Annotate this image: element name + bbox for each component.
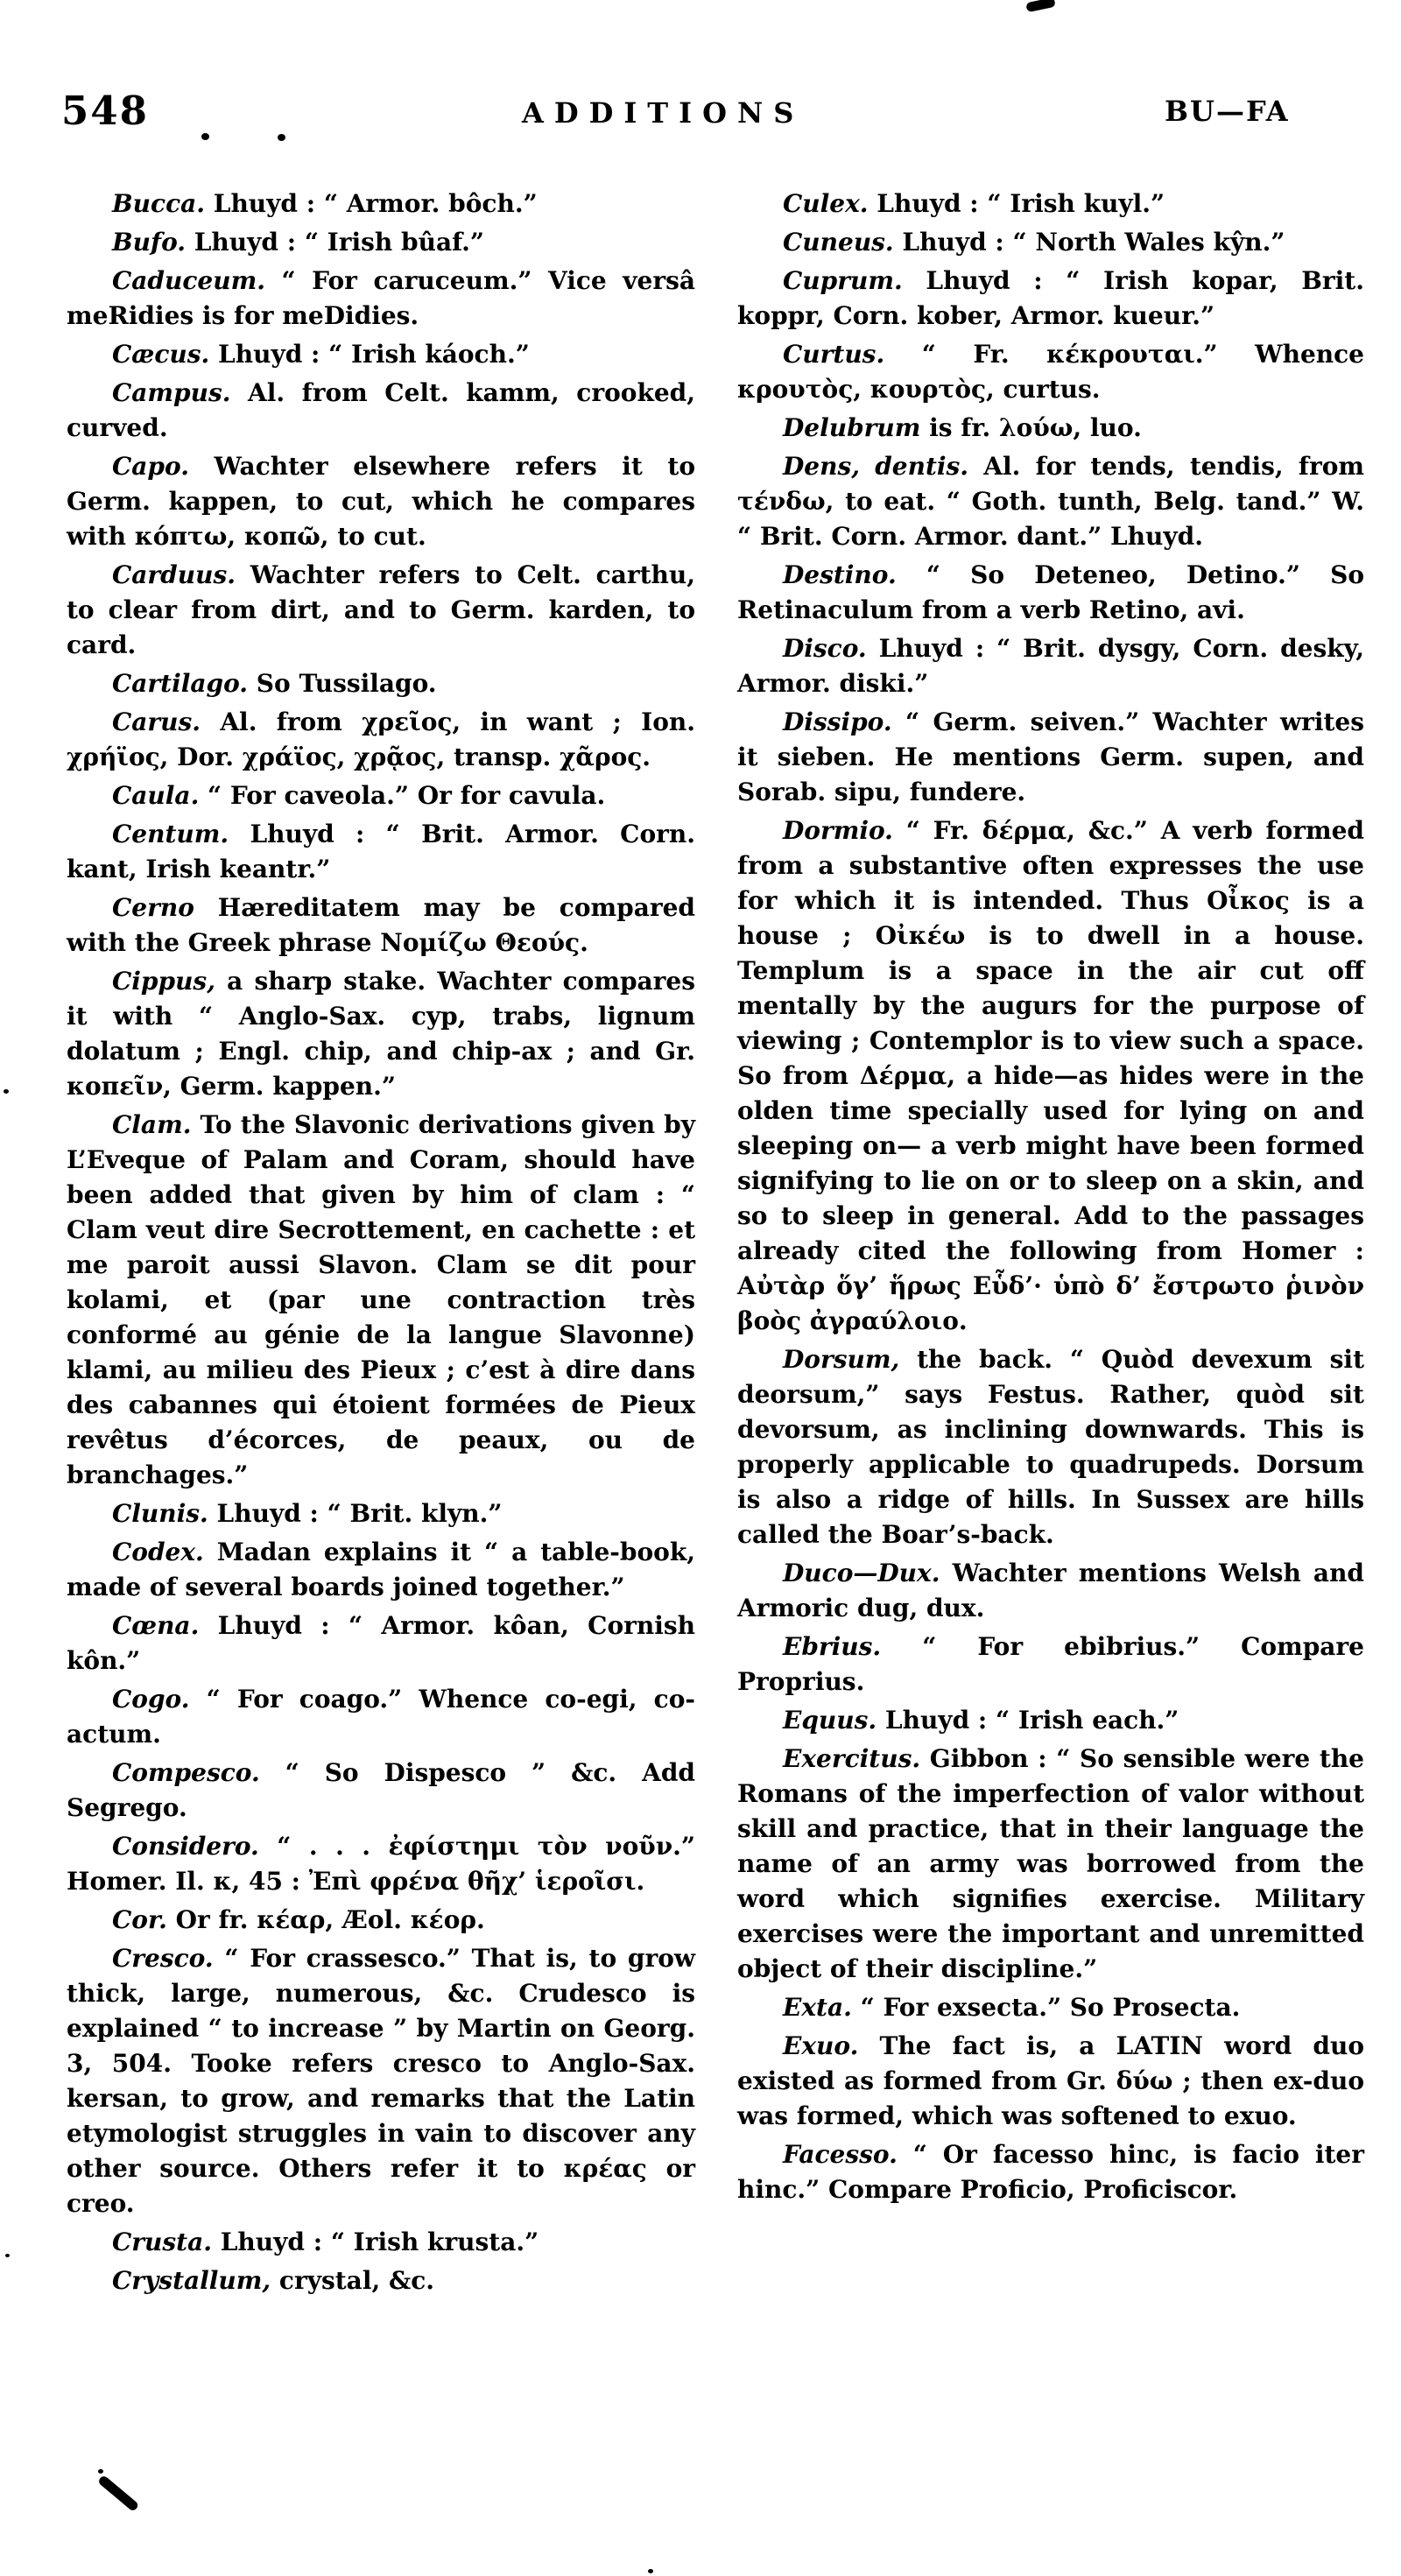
dictionary-entry: [737, 411, 1364, 446]
entry-text: Wachter elsewhere refers it to Germ. kappen, to cut, which he compares with κόπτω, κοπῶ, to cut.: [67, 452, 695, 551]
entry-headword: Cuneus.: [783, 228, 894, 257]
entry-text: “ Or facesso hinc, is facio iter hinc.” Compare Proficio, Proficiscor.: [737, 2140, 1364, 2204]
entry-headword: Carus.: [112, 707, 201, 736]
entry-text: “ Germ. seiven.” Wachter writes it sieben. He mentions Germ. supen, and Sorab. sipu, fundere.: [737, 707, 1364, 806]
entry-headword: Exta.: [783, 1993, 852, 2022]
entry-text: “ So Deteneo, Detino.” So Retinaculum from a verb Retino, avi.: [737, 560, 1364, 624]
dictionary-entry: [67, 2225, 695, 2260]
entry-headword: Bufo.: [112, 228, 186, 257]
ink-speck: [98, 2469, 103, 2474]
entry-headword: Centum.: [112, 820, 229, 848]
dictionary-entry: [67, 964, 695, 1104]
entry-headword: Dens, dentis.: [783, 452, 969, 481]
entry-headword: Campus.: [112, 378, 231, 407]
entry-headword: Equus.: [783, 1706, 877, 1735]
entry-headword: Dissipo.: [783, 707, 892, 736]
entry-headword: Dorsum,: [783, 1345, 900, 1374]
dictionary-entry: [67, 187, 695, 222]
entry-headword: Caula.: [112, 781, 200, 810]
header-letter-range: BU—FA: [1165, 95, 1290, 128]
entry-text: Lhuyd : “ Brit. klyn.”: [208, 1499, 503, 1528]
entry-headword: Exuo.: [783, 2031, 859, 2060]
ink-speck: [201, 133, 209, 140]
entry-headword: Duco—Dux.: [783, 1559, 940, 1587]
entry-headword: Codex.: [112, 1538, 204, 1566]
entry-text: Lhuyd : “ Brit. dysgy, Corn. desky, Armor. diski.”: [737, 634, 1364, 698]
dictionary-entry: [737, 264, 1364, 334]
dictionary-entry: [67, 264, 695, 334]
entry-text: Lhuyd : “ Irish krusta.”: [211, 2228, 539, 2256]
entry-headword: Exercitus.: [783, 1744, 921, 1773]
dictionary-entry: [67, 449, 695, 554]
page-number: 548: [61, 88, 149, 134]
dictionary-entry: [67, 225, 695, 260]
dictionary-entry: [67, 1608, 695, 1679]
dictionary-entry: [737, 225, 1364, 260]
entry-headword: Cœna.: [112, 1611, 200, 1640]
entry-text: “ Fr. δέρμα, &c.” A verb formed from a substantive often expresses the use for which it is intended. Thus Οἶκος is a house ; Οἰκέω is to dwell in a house. Templum is a space in the air cut off mentally by the augurs for the purpose of viewing ; Contemplor is to view such a space. So from Δέρμα, a hide—as hides were in the olden time specially used for lying on and sleeping on— a verb might have been formed signifying to lie on or to sleep on a skin, and so to sleep in general. Add to the passages already cited the following from Homer : Αὐτὰρ ὅγ’ ἥρως Εὗδ’· ὑπὸ δ’ ἔστρωτο ῥινὸν βοὸς ἀγραύλοιο.: [737, 816, 1364, 1335]
entry-text: Lhuyd : “ Armor. bôch.”: [205, 189, 538, 218]
entry-text: So Tussilago.: [248, 669, 437, 698]
entry-text: Al. for tends, tendis, from τένδω, to eat. “ Goth. tunth, Belg. tand.” W. “ Brit. Corn. Armor. dant.” Lhuyd.: [737, 452, 1364, 551]
entry-headword: Clam.: [112, 1110, 192, 1139]
entry-text: Lhuyd : “ Irish káoch.”: [209, 340, 530, 369]
entry-text: “ . . . ἐφίστημι τὸν νοῦν.” Homer. Il. κ, 45 : Ἐπὶ φρένα θῆχ’ ἱεροῖσι.: [67, 1832, 695, 1896]
entry-text: Hæreditatem may be compared with the Greek phrase Νομίζω Θεούς.: [67, 893, 695, 957]
entry-headword: Crusta.: [112, 2228, 212, 2256]
dictionary-entry: [737, 1556, 1364, 1626]
dictionary-entry: [67, 778, 695, 813]
entry-text: Or fr. κέαρ, Æol. κέορ.: [166, 1905, 485, 1934]
entry-headword: Cippus,: [112, 967, 215, 996]
entry-headword: Delubrum: [783, 413, 921, 442]
entry-text: To the Slavonic derivations given by L’Eveque of Palam and Coram, should have been added that given by him of clam : “ Clam veut dire Secrottement, en cachette : et me paroit aussi Slavon. Clam se dit pour kolami, et (par une contraction très conformé au génie de la langue Slavonne) klami, au milieu des Pieux ; c’est à dire dans des cabannes qui étoient formées de Pieux revêtus d’écorces, de peaux, ou de branchages.”: [67, 1110, 695, 1489]
dictionary-entry: [67, 2263, 695, 2298]
entry-headword: Considero.: [112, 1832, 259, 1861]
entry-headword: Compesco.: [112, 1758, 260, 1787]
entry-text: crystal, &c.: [271, 2266, 435, 2295]
entry-headword: Cartilago.: [112, 669, 249, 698]
dictionary-entry: [737, 813, 1364, 1339]
dictionary-entry: [737, 631, 1364, 701]
dictionary-entry: [737, 187, 1364, 222]
entry-headword: Facesso.: [783, 2140, 898, 2169]
dictionary-entry: [67, 1682, 695, 1752]
entry-text: Lhuyd : “ Brit. Armor. Corn. kant, Irish keantr.”: [67, 820, 695, 883]
dictionary-entry: [67, 558, 695, 663]
entry-headword: Cuprum.: [783, 266, 903, 295]
entry-text: “ For ebibrius.” Compare Proprius.: [737, 1632, 1364, 1696]
dictionary-entry: [67, 1829, 695, 1899]
dictionary-entry: [737, 1742, 1364, 1987]
entry-text: “ For coago.” Whence co-egi, co-actum.: [67, 1685, 695, 1749]
entry-headword: Capo.: [112, 452, 189, 481]
entry-text: “ For crassesco.” That is, to grow thick, large, numerous, &c. Crudesco is explained “ to increase ” by Martin on Georg. 3, 504. Tooke refers cresco to Anglo-Sax. kersan, to grow, and remarks that the Latin etymologist struggles in vain to discover any other source. Others refer it to κρέας or creo.: [67, 1944, 695, 2218]
entry-headword: Dormio.: [783, 816, 893, 845]
left-column: [67, 187, 695, 2298]
entry-text: Al. from Celt. kamm, crooked, curved.: [67, 378, 695, 442]
entry-headword: Culex.: [783, 189, 869, 218]
entry-text: Lhuyd : “ North Wales kŷn.”: [893, 228, 1285, 257]
dictionary-entry: [737, 449, 1364, 554]
entry-text: Gibbon : “ So sensible were the Romans of the imperfection of valor without skill and practice, that in their language the name of an army was borrowed from the word which signifies exercise. Military exercises were the important and unremitted object of their discipline.”: [737, 1744, 1364, 1983]
dictionary-entry: [67, 890, 695, 961]
entry-headword: Carduus.: [112, 560, 236, 589]
entry-text: Lhuyd : “ Irish each.”: [877, 1706, 1179, 1735]
ink-speck: [5, 2254, 10, 2257]
entry-text: is fr. λούω, luo.: [920, 413, 1142, 442]
dictionary-entry: [737, 2029, 1364, 2134]
entry-headword: Ebrius.: [783, 1632, 882, 1661]
dictionary-entry: [737, 337, 1364, 407]
entry-text: “ For exsecta.” So Prosecta.: [851, 1993, 1241, 2022]
ink-speck: [278, 134, 285, 141]
entry-headword: Cæcus.: [112, 340, 210, 369]
dictionary-entry: [67, 1108, 695, 1493]
entry-headword: Bucca.: [112, 189, 206, 218]
dictionary-entry: [67, 1941, 695, 2221]
entry-text: Lhuyd : “ Irish kopar, Brit. koppr, Corn. kober, Armor. kueur.”: [737, 266, 1364, 330]
ink-mark: [97, 2474, 139, 2512]
dictionary-entry: [737, 1990, 1364, 2025]
entry-text: “ So Dispesco ” &c. Add Segrego.: [67, 1758, 695, 1822]
dictionary-entry: [67, 376, 695, 446]
entry-text: a sharp stake. Wachter compares it with “ Anglo-Sax. cyp, trabs, lignum dolatum ; Engl. chip, and chip-ax ; and Gr. κοπεῖν, Germ. kappen.”: [67, 967, 695, 1101]
entry-text: the back. “ Quòd devexum sit deorsum,” says Festus. Rather, quòd sit devorsum, as inclining downwards. This is properly applicable to quadrupeds. Dorsum is also a ridge of hills. In Sussex are hills called the Boar’s-back.: [737, 1345, 1364, 1549]
dictionary-entry: [67, 1756, 695, 1826]
entry-text: Al. from χρεῖος, in want ; Ion. χρήϊος, Dor. χράϊος, χρᾷος, transp. χᾶρος.: [67, 707, 695, 771]
entry-headword: Clunis.: [112, 1499, 208, 1528]
dictionary-entry: [737, 1703, 1364, 1738]
entry-text: Madan explains it “ a table-book, made of several boards joined together.”: [67, 1538, 695, 1601]
entry-text: Wachter mentions Welsh and Armoric dug, dux.: [737, 1559, 1364, 1622]
ink-speck: [4, 1089, 9, 1094]
dictionary-entry: [737, 1342, 1364, 1552]
dictionary-entry: [67, 705, 695, 775]
entry-headword: Caduceum.: [112, 266, 265, 295]
dictionary-entry: [67, 337, 695, 372]
entry-text: Lhuyd : “ Irish kuyl.”: [868, 189, 1165, 218]
entry-text: “ For caruceum.” Vice versâ meRidies is for meDidies.: [67, 266, 695, 330]
entry-headword: Cogo.: [112, 1685, 190, 1714]
entry-headword: Crystallum,: [112, 2266, 271, 2295]
dictionary-entry: [67, 817, 695, 887]
entry-headword: Curtus.: [783, 340, 885, 369]
dictionary-entry: [67, 666, 695, 701]
dictionary-entry: [737, 2137, 1364, 2207]
entry-text: Lhuyd : “ Armor. kôan, Cornish kôn.”: [67, 1611, 695, 1675]
ink-mark: [1025, 0, 1056, 12]
entry-headword: Cresco.: [112, 1944, 214, 1973]
entry-text: Lhuyd : “ Irish bûaf.”: [186, 228, 485, 257]
entry-text: “ Fr. κέκρουται.” Whence κρουτὸς, κουρτὸς, curtus.: [737, 340, 1364, 404]
entry-headword: Cerno: [112, 893, 194, 922]
dictionary-entry: [737, 705, 1364, 810]
dictionary-entry: [67, 1535, 695, 1605]
dictionary-entry: [67, 1496, 695, 1531]
entry-text: The fact is, a LATIN word duo existed as formed from Gr. δύω ; then ex-duo was formed, which was softened to exuo.: [737, 2031, 1364, 2130]
right-column: [737, 187, 1364, 2207]
dictionary-entry: [737, 1629, 1364, 1700]
entry-headword: Disco.: [783, 634, 867, 663]
dictionary-entry: [67, 1903, 695, 1938]
ink-speck: [648, 2569, 653, 2573]
entry-headword: Cor.: [112, 1905, 167, 1934]
running-title: ADDITIONS: [522, 96, 805, 130]
entry-text: Wachter refers to Celt. carthu, to clear from dirt, and to Germ. karden, to card.: [67, 560, 695, 659]
dictionary-entry: [737, 558, 1364, 628]
entry-text: “ For caveola.” Or for cavula.: [199, 781, 606, 810]
entry-headword: Destino.: [783, 560, 897, 589]
